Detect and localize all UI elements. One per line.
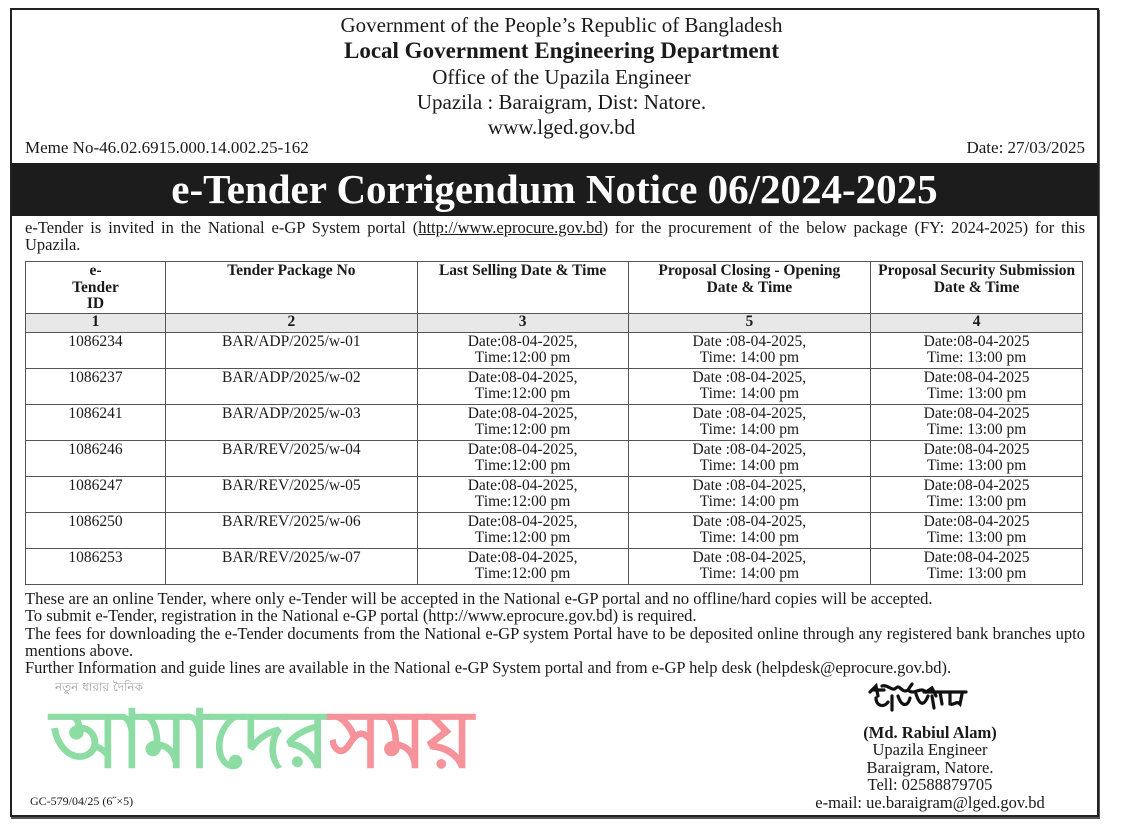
security-date: Date:08-04-2025 <box>923 332 1030 350</box>
notice-date: Date: 27/03/2025 <box>966 138 1085 157</box>
intro-text: e-Tender is invited in the National e-GP System portal ( <box>25 218 419 237</box>
last-selling-time: Time:12:00 pm <box>474 529 571 546</box>
tender-id-cell <box>26 548 166 584</box>
security-date: Date:08-04-2025 <box>923 368 1030 386</box>
watermark-part-2: সময় <box>329 693 474 786</box>
last-selling-date: Date:08-04-2025, <box>467 476 578 494</box>
security-time: Time: 13:00 pm <box>926 529 1027 546</box>
closing-date: Date :08-04-2025, <box>692 332 807 350</box>
note-item: Further Information and guide lines are available in the National e-GP System portal and from e-GP help desk (helpdesk@eprocure.gov.bd). <box>25 658 952 678</box>
header-package-no: Tender Package No <box>165 262 417 314</box>
column-number: 5 <box>628 313 871 332</box>
department-name: Local Government Engineering Department <box>343 38 780 63</box>
last-selling-date: Date:08-04-2025, <box>467 332 578 350</box>
intro-text-end: ) for the procurement of the below package (FY: 2024-2025) for this Upazila. <box>25 218 1085 254</box>
watermark-tagline: নতুন ধারার দৈনিক <box>55 680 143 694</box>
table-row <box>26 512 1083 548</box>
header-security-submission: Proposal Security Submission Date & Time <box>871 262 1083 314</box>
signer-block <box>780 724 1080 811</box>
notice-title-banner <box>12 163 1097 216</box>
package-no-cell <box>165 512 417 548</box>
security-date-cell <box>871 332 1083 368</box>
package-no-cell <box>165 476 417 512</box>
office-location: Upazila : Baraigram, Dist: Natore. <box>416 90 707 114</box>
security-time: Time: 13:00 pm <box>926 385 1027 402</box>
package-no: BAR/REV/2025/w-05 <box>222 476 361 494</box>
package-no-cell <box>165 440 417 476</box>
signer-name: (Md. Rabiul Alam) <box>863 723 997 742</box>
tender-id: 1086246 <box>68 440 123 458</box>
closing-date-cell <box>628 404 871 440</box>
package-no: BAR/REV/2025/w-04 <box>222 440 361 458</box>
eprocure-link[interactable]: http://www.eprocure.gov.bd <box>418 218 603 237</box>
note-item: The fees for downloading the e-Tender documents from the National e-GP system Portal have to be deposited online through any registered bank branches upto mentions above. <box>25 623 1085 660</box>
package-no-cell <box>165 368 417 404</box>
closing-date: Date :08-04-2025, <box>692 476 807 494</box>
last-selling-date-cell <box>417 512 628 548</box>
package-no-cell <box>165 404 417 440</box>
last-selling-time: Time:12:00 pm <box>474 565 571 582</box>
closing-time: Time: 14:00 pm <box>699 457 800 474</box>
last-selling-date: Date:08-04-2025, <box>467 368 578 386</box>
package-no: BAR/REV/2025/w-07 <box>222 548 361 566</box>
security-date: Date:08-04-2025 <box>923 440 1030 458</box>
closing-date-cell <box>628 512 871 548</box>
last-selling-time: Time:12:00 pm <box>474 493 571 510</box>
column-number-row <box>26 313 1083 332</box>
closing-date: Date :08-04-2025, <box>692 368 807 386</box>
last-selling-time: Time:12:00 pm <box>474 349 571 366</box>
security-time: Time: 13:00 pm <box>926 421 1027 438</box>
header-closing-opening: Proposal Closing - Opening Date & Time <box>628 262 871 314</box>
closing-date-cell <box>628 476 871 512</box>
tender-id-cell <box>26 332 166 368</box>
table-row <box>26 476 1083 512</box>
watermark-part-1: আমাদের <box>50 693 330 786</box>
tender-id-cell <box>26 440 166 476</box>
tender-id-cell <box>26 368 166 404</box>
tender-id-cell <box>26 512 166 548</box>
security-time: Time: 13:00 pm <box>926 457 1027 474</box>
tender-table <box>25 261 1083 585</box>
security-date: Date:08-04-2025 <box>923 404 1030 422</box>
tender-id: 1086253 <box>68 548 123 566</box>
package-no: BAR/ADP/2025/w-03 <box>222 404 361 422</box>
closing-time: Time: 14:00 pm <box>699 349 800 366</box>
table-row <box>26 548 1083 584</box>
last-selling-time: Time:12:00 pm <box>474 457 571 474</box>
intro-paragraph <box>25 219 1085 253</box>
signer-location: Baraigram, Natore. <box>866 757 994 777</box>
security-date-cell <box>871 548 1083 584</box>
signer-phone: Tell: 02588879705 <box>867 775 993 795</box>
security-date-cell <box>871 404 1083 440</box>
notice-title: e-Tender Corrigendum Notice 06/2024-2025 <box>171 166 938 212</box>
closing-time: Time: 14:00 pm <box>699 565 800 582</box>
security-time: Time: 13:00 pm <box>926 349 1027 366</box>
header-last-selling: Last Selling Date & Time <box>417 262 628 314</box>
website: www.lged.gov.bd <box>487 115 636 139</box>
closing-time: Time: 14:00 pm <box>699 493 800 510</box>
table-row <box>26 332 1083 368</box>
security-date-cell <box>871 476 1083 512</box>
tender-id: 1086234 <box>68 332 123 350</box>
closing-date-cell <box>628 332 871 368</box>
tender-id-cell <box>26 404 166 440</box>
column-number: 1 <box>26 313 166 332</box>
note-item: To submit e-Tender, registration in the National e-GP portal (http://www.eprocure.gov.bd) is required. <box>25 606 697 626</box>
security-date: Date:08-04-2025 <box>923 512 1030 530</box>
signature-image <box>862 682 972 722</box>
security-date-cell <box>871 368 1083 404</box>
government-line: Government of the People’s Republic of Bangladesh <box>340 13 783 37</box>
signer-designation: Upazila Engineer <box>872 740 988 760</box>
security-date: Date:08-04-2025 <box>923 548 1030 566</box>
closing-date-cell <box>628 368 871 404</box>
last-selling-date-cell <box>417 332 628 368</box>
last-selling-date-cell <box>417 404 628 440</box>
closing-date: Date :08-04-2025, <box>692 404 807 422</box>
last-selling-date: Date:08-04-2025, <box>467 512 578 530</box>
memo-number: Meme No-46.02.6915.000.14.002.25-162 <box>25 138 309 157</box>
closing-time: Time: 14:00 pm <box>699 529 800 546</box>
closing-date: Date :08-04-2025, <box>692 440 807 458</box>
table-row <box>26 404 1083 440</box>
package-no: BAR/ADP/2025/w-02 <box>222 368 361 386</box>
tender-id: 1086247 <box>68 476 123 494</box>
table-row <box>26 368 1083 404</box>
last-selling-date: Date:08-04-2025, <box>467 440 578 458</box>
last-selling-date-cell <box>417 440 628 476</box>
closing-date: Date :08-04-2025, <box>692 512 807 530</box>
package-no: BAR/ADP/2025/w-01 <box>222 332 361 350</box>
closing-date-cell <box>628 440 871 476</box>
note-item: These are an online Tender, where only e-Tender will be accepted in the National e-GP portal and no offline/hard copies will be accepted. <box>25 589 933 608</box>
last-selling-time: Time:12:00 pm <box>474 421 571 438</box>
column-number: 3 <box>417 313 628 332</box>
last-selling-time: Time:12:00 pm <box>474 385 571 402</box>
notes-section <box>25 590 1085 676</box>
closing-time: Time: 14:00 pm <box>699 385 800 402</box>
security-time: Time: 13:00 pm <box>926 565 1027 582</box>
security-date-cell <box>871 440 1083 476</box>
security-date: Date:08-04-2025 <box>923 476 1030 494</box>
last-selling-date-cell <box>417 548 628 584</box>
last-selling-date-cell <box>417 368 628 404</box>
table-row <box>26 440 1083 476</box>
tender-id-cell <box>26 476 166 512</box>
signer-email: e-mail: ue.baraigram@lged.gov.bd <box>815 792 1045 812</box>
last-selling-date: Date:08-04-2025, <box>467 404 578 422</box>
column-number: 2 <box>165 313 417 332</box>
closing-time: Time: 14:00 pm <box>699 421 800 438</box>
security-date-cell <box>871 512 1083 548</box>
tender-id: 1086250 <box>68 512 123 530</box>
tender-id: 1086241 <box>68 404 123 422</box>
package-no-cell <box>165 332 417 368</box>
gc-code: GC-579/04/25 (6˝×5) <box>30 794 134 808</box>
last-selling-date: Date:08-04-2025, <box>467 548 578 566</box>
tender-id: 1086237 <box>68 368 123 386</box>
header-tender-id: e-Tender ID <box>26 262 166 314</box>
package-no-cell <box>165 548 417 584</box>
column-number: 4 <box>871 313 1083 332</box>
security-time: Time: 13:00 pm <box>926 493 1027 510</box>
table-header-row <box>26 262 1083 314</box>
office-name: Office of the Upazila Engineer <box>432 65 691 89</box>
closing-date: Date :08-04-2025, <box>692 548 807 566</box>
last-selling-date-cell <box>417 476 628 512</box>
package-no: BAR/REV/2025/w-06 <box>222 512 361 530</box>
closing-date-cell <box>628 548 871 584</box>
